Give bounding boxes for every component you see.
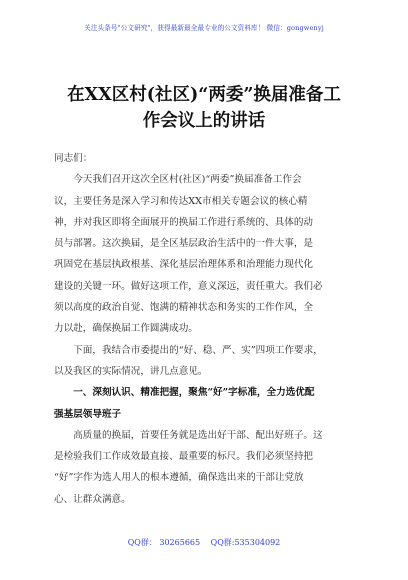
footer-qq-group-2: QQ群:535304092 bbox=[210, 538, 281, 547]
text-line: 巩固党在基层执政根基、深化基层治理体系和治理能力现代化 bbox=[54, 259, 314, 271]
text-line: 下面，我结合市委提出的“好、稳、严、实”四项工作要求， bbox=[73, 344, 323, 356]
salutation: 同志们： bbox=[54, 153, 93, 164]
text-line: “好”字作为选人用人的根本遵循，确保选出来的干部让党放 bbox=[54, 472, 304, 484]
text-line: 今天我们召开这次全区村(社区)“两委”换届准备工作会 bbox=[73, 174, 302, 186]
header-banner: 关注头条号"公文研究"，获得最新最全最专业的公文资料库！ 微信：gongwenyj bbox=[84, 24, 324, 32]
footer bbox=[0, 537, 408, 548]
title-line-1: 在XX区村(社区)“两委”换届准备工 bbox=[67, 85, 341, 105]
title-line-2: 作会议上的讲话 bbox=[142, 111, 266, 131]
text-line: 高质量的换届，首要任务就是选出好干部、配出好班子。这 bbox=[73, 429, 323, 441]
text-line: 员与部署。这次换届，是全区基层政治生活中的一件大事，是 bbox=[54, 238, 314, 250]
footer-qq-group-1: QQ群： 30265665 bbox=[127, 538, 201, 547]
text-line: 是检验我们工作成效最直接、最重要的标尺。我们必须坚持把 bbox=[54, 451, 314, 463]
heading-line: 强基层领导班子 bbox=[54, 408, 122, 420]
text-line: 心、让群众满意。 bbox=[54, 493, 131, 505]
text-line: 须以高度的政治自觉、饱满的精神状态和务实的工作作风，全 bbox=[54, 302, 314, 314]
text-line: 建设的关键一环。做好这项工作，意义深远，责任重大。我们必 bbox=[54, 280, 323, 292]
section-1-paragraph bbox=[54, 425, 360, 510]
text-line: 神，并对我区即将全面展开的换届工作进行系统的、具体的动 bbox=[54, 216, 314, 228]
document-title bbox=[40, 82, 368, 134]
document-body bbox=[54, 148, 360, 510]
paragraph-intro bbox=[54, 169, 360, 339]
text-line: 以及我区的实际情况，讲几点意见。 bbox=[54, 365, 208, 377]
paragraph-transition bbox=[54, 340, 360, 383]
heading-line: 一、深刻认识、精准把握，聚焦“好”字标准，全力选优配 bbox=[73, 387, 315, 399]
text-line: 议，主要任务是深入学习和传达XX市相关专题会议的核心精 bbox=[54, 195, 308, 207]
text-line: 力以赴，确保换届工作圆满成功。 bbox=[54, 323, 198, 335]
section-1-heading bbox=[54, 382, 360, 425]
